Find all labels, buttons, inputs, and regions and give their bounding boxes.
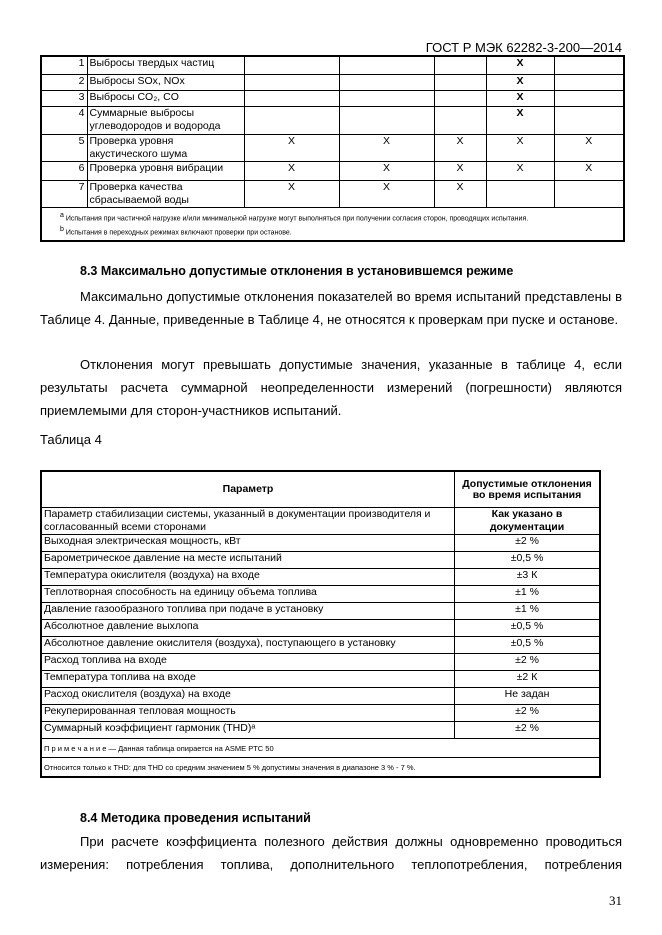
mark-cell (554, 56, 624, 74)
table-row (41, 56, 624, 74)
deviation-cell: Как указано в документации (455, 508, 601, 535)
mark-cell: X (339, 180, 434, 207)
mark-cell (434, 74, 486, 90)
mark-cell (434, 106, 486, 134)
mark-cell: X (434, 180, 486, 207)
parameter-cell: Абсолютное давление выхлопа (41, 620, 455, 637)
mark-cell (244, 56, 339, 74)
paragraph: Максимально допустимые отклонения показателей во время испытаний представлены в Таблице 4. Данные, приведенные в Таблице 4, не относятся к проверкам при пуске и останове. (40, 289, 622, 327)
deviation-cell: ±3 К (455, 569, 601, 586)
mark-cell: X (486, 56, 554, 74)
table-row (41, 74, 624, 90)
row-number: 4 (41, 106, 87, 134)
mark-cell (244, 90, 339, 106)
paragraph: При расчете коэффициента полезного действия должны одновременно проводиться измерения: потребления топлива, дополнительного теплопотребления, потребления (40, 834, 622, 872)
mark-cell: X (339, 161, 434, 180)
deviation-cell: ±1 % (455, 603, 601, 620)
row-name: Проверка уровня акустического шума (87, 134, 244, 161)
mark-cell: X (486, 74, 554, 90)
table-row (41, 535, 600, 552)
section-heading: 8.3 Максимально допустимые отклонения в установившемся режиме (80, 264, 514, 278)
paragraph: Отклонения могут превышать допустимые значения, указанные в таблице 4, если результаты расчета суммарной неопределенности измерений (погрешности) являются приемлемыми для сторон-участников испытаний. (40, 357, 622, 418)
table-footnote: Относится только к THD: для THD со средним значением 5 % допустимы значения в диапазоне 3 % - 7 %. (41, 758, 600, 778)
parameter-cell: Параметр стабилизации системы, указанный в документации производителя и согласованный всеми сторонами (41, 508, 455, 535)
mark-cell: X (244, 180, 339, 207)
footnote-a: Испытания при частичной нагрузке и/или минимальной нагрузке могут выполняться при получении согласия сторон, проводящих испытания. (65, 214, 529, 222)
document-header: ГОСТ Р МЭК 62282-3-200—2014 (425, 40, 622, 55)
table-row (41, 705, 600, 722)
mark-cell (339, 90, 434, 106)
deviation-cell: Не задан (455, 688, 601, 705)
table-row (41, 90, 624, 106)
deviation-cell: ±2 % (455, 535, 601, 552)
mark-cell (339, 106, 434, 134)
parameter-cell: Расход окислителя (воздуха) на входе (41, 688, 455, 705)
parameter-cell: Барометрическое давление на месте испытаний (41, 552, 455, 569)
table-row (41, 180, 624, 207)
mark-cell (244, 106, 339, 134)
deviation-cell: ±0,5 % (455, 620, 601, 637)
row-number: 3 (41, 90, 87, 106)
mark-cell: X (434, 134, 486, 161)
mark-cell: X (486, 161, 554, 180)
row-name: Выбросы SOx, NOx (87, 74, 244, 90)
table-row (41, 552, 600, 569)
parameter-cell: Теплотворная способность на единицу объема топлива (41, 586, 455, 603)
mark-cell: X (339, 134, 434, 161)
deviation-cell: ±2 % (455, 654, 601, 671)
parameter-cell: Суммарный коэффициент гармоник (THD)ᵃ (41, 722, 455, 739)
table-row (41, 586, 600, 603)
parameter-cell: Давление газообразного топлива при подаче в установку (41, 603, 455, 620)
row-name: Проверка качества сбрасываемой воды (87, 180, 244, 207)
row-name: Выбросы твердых частиц (87, 56, 244, 74)
mark-cell: X (244, 134, 339, 161)
table-3-continued (40, 55, 625, 242)
deviation-cell: ±0,5 % (455, 637, 601, 654)
deviation-cell: ±2 К (455, 671, 601, 688)
mark-cell: X (554, 134, 624, 161)
row-name: Суммарные выбросы углеводородов и водорода (87, 106, 244, 134)
table-caption: Таблица 4 (40, 432, 102, 447)
table-row (41, 671, 600, 688)
mark-cell (434, 56, 486, 74)
column-header: Допустимые отклонения во время испытания (455, 471, 601, 508)
mark-cell (554, 90, 624, 106)
table-row (41, 106, 624, 134)
mark-cell: X (434, 161, 486, 180)
parameter-cell: Рекуперированная тепловая мощность (41, 705, 455, 722)
table-footnotes: $^a$ Испытания при частичной нагрузке и/или минимальной нагрузке могут выполняться при получении согласия сторон, проводящих испытания. $^b$ Испытания в переходных режимах включают проверки при останове. (41, 207, 624, 241)
row-name: Проверка уровня вибрации (87, 161, 244, 180)
mark-cell: X (486, 106, 554, 134)
mark-cell: X (486, 134, 554, 161)
table-row (41, 569, 600, 586)
mark-cell (554, 180, 624, 207)
mark-cell: X (486, 90, 554, 106)
row-number: 5 (41, 134, 87, 161)
mark-cell (339, 74, 434, 90)
table-row (41, 161, 624, 180)
mark-cell (554, 74, 624, 90)
row-number: 6 (41, 161, 87, 180)
page-number: 31 (609, 893, 622, 908)
table-row (41, 620, 600, 637)
mark-cell (244, 74, 339, 90)
mark-cell (486, 180, 554, 207)
parameter-cell: Абсолютное давление окислителя (воздуха), поступающего в установку (41, 637, 455, 654)
table-row (41, 688, 600, 705)
table-row (41, 722, 600, 739)
column-header: Параметр (41, 471, 455, 508)
table-4 (40, 470, 601, 778)
footnote-b: Испытания в переходных режимах включают проверки при останове. (65, 229, 292, 237)
table-row (41, 134, 624, 161)
table-note: П р и м е ч а н и е — Данная таблица опирается на ASME PTC 50 (41, 739, 600, 758)
deviation-cell: ±0,5 % (455, 552, 601, 569)
parameter-cell: Температура окислителя (воздуха) на входе (41, 569, 455, 586)
section-heading: 8.4 Методика проведения испытаний (80, 811, 311, 825)
mark-cell: X (244, 161, 339, 180)
deviation-cell: ±2 % (455, 722, 601, 739)
parameter-cell: Выходная электрическая мощность, кВт (41, 535, 455, 552)
row-number: 1 (41, 56, 87, 74)
parameter-cell: Температура топлива на входе (41, 671, 455, 688)
deviation-cell: ±2 % (455, 705, 601, 722)
mark-cell (339, 56, 434, 74)
row-name: Выбросы CO₂, CO (87, 90, 244, 106)
mark-cell: X (554, 161, 624, 180)
mark-cell (434, 90, 486, 106)
mark-cell (554, 106, 624, 134)
table-row (41, 603, 600, 620)
table-row (41, 654, 600, 671)
row-number: 7 (41, 180, 87, 207)
parameter-cell: Расход топлива на входе (41, 654, 455, 671)
deviation-cell: ±1 % (455, 586, 601, 603)
table-row (41, 637, 600, 654)
row-number: 2 (41, 74, 87, 90)
table-row (41, 508, 600, 535)
